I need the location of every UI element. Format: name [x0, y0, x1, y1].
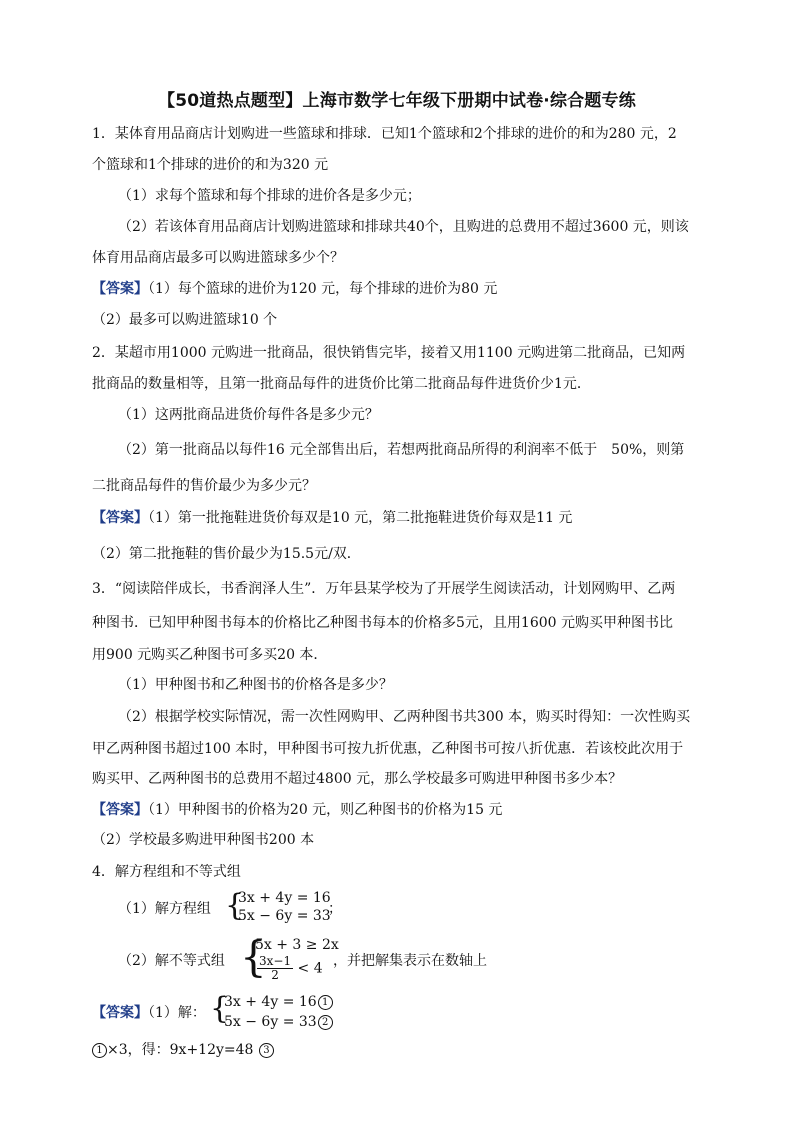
- answer-tag: 【答案】: [92, 802, 148, 818]
- answer-eq2: 5x − 6y = 33 2: [224, 1014, 333, 1030]
- q2-part1: （1）这两批商品进货价每件各是多少元？: [118, 407, 379, 423]
- answer-tag: 【答案】: [92, 1005, 148, 1021]
- q3-answer-line1: [92, 800, 502, 820]
- system1-eq2: 5x − 6y = 33: [238, 908, 331, 924]
- answer-tag: 【答案】: [92, 281, 148, 297]
- system2-eq2: $\frac{3x-1}{2}$ < 4: [259, 954, 323, 982]
- q4-part1-label: （1）解方程组: [118, 901, 211, 917]
- q3-stem-line2: 种图书．已知甲种图书每本的价格比乙种图书每本的价格多5元，且用1600 元购买甲种图书比: [92, 615, 673, 631]
- q4-stem: 4．解方程组和不等式组: [92, 864, 241, 880]
- q1-answer-line1: [92, 279, 497, 299]
- fraction: $\frac{3x-1}{2}$: [259, 954, 292, 982]
- circled-number-1: 1: [92, 1043, 107, 1058]
- answer-system-brace: {: [210, 991, 230, 1026]
- system-brace-1: {: [225, 888, 245, 923]
- circled-number-1: 1: [318, 995, 333, 1010]
- q4-step-line: 1 ×3，得：9x+12y=48 3: [92, 1040, 274, 1060]
- q4-part1-end: ；: [328, 901, 342, 917]
- q2-part2-line2: 二批商品每件的售价最少为多少元？: [92, 478, 316, 494]
- q3-part2-line1: （2）根据学校实际情况，需一次性网购甲、乙两种图书共300 本，购买时得知：一次性购买: [118, 709, 691, 725]
- system-brace-2: {: [240, 932, 267, 981]
- q1-part2-line2: 体育用品商店最多可以购进篮球多少个？: [92, 250, 344, 266]
- q2-answer-line1: [92, 508, 572, 528]
- q1-stem-line1: 1．某体育用品商店计划购进一些篮球和排球．已知1个篮球和2个排球的进价的和为280 元，2: [92, 126, 677, 142]
- q1-part1: （1）求每个篮球和每个排球的进价各是多少元；: [118, 188, 421, 204]
- q4-answer1: （1）解：: [148, 1005, 206, 1021]
- q3-answer1: （1）甲种图书的价格为20 元，则乙种图书的价格为15 元: [148, 802, 503, 818]
- q2-answer2: （2）第二批拖鞋的售价最少为15.5元/双．: [92, 546, 361, 562]
- q2-stem-line1: 2．某超市用1000 元购进一批商品，很快销售完毕，接着又用1100 元购进第二批商品，已知两: [92, 345, 686, 361]
- q1-stem-line2: 个篮球和1个排球的进价的和为320 元: [92, 157, 329, 173]
- answer-eq1: 3x + 4y = 16 1: [224, 994, 333, 1010]
- q1-answer2: （2）最多可以购进篮球10 个: [92, 312, 278, 328]
- system2-eq1: 5x + 3 ≥ 2x: [255, 937, 339, 953]
- q4-part2-end: ，并把解集表示在数轴上: [333, 953, 487, 969]
- system1-eq1: 3x + 4y = 16: [238, 890, 331, 906]
- q4-part2-label: （2）解不等式组: [118, 953, 225, 969]
- answer-tag: 【答案】: [92, 510, 148, 526]
- q3-stem-line1: 3．“阅读陪伴成长，书香润泽人生”．万年县某学校为了开展学生阅读活动，计划网购甲、乙两: [92, 581, 676, 597]
- q3-answer2: （2）学校最多购进甲种图书200 本: [92, 832, 315, 848]
- circled-number-2: 2: [318, 1015, 333, 1030]
- page-title: 【50道热点题型】上海市数学七年级下册期中试卷·综合题专练: [158, 91, 636, 111]
- q2-answer1: （1）第一批拖鞋进货价每双是10 元，第二批拖鞋进货价每双是11 元: [148, 510, 573, 526]
- q3-stem-line3: 用900 元购买乙种图书可多买20 本．: [92, 647, 328, 663]
- q3-part2-line3: 购买甲、乙两种图书的总费用不超过4800 元，那么学校最多可购进甲种图书多少本？: [92, 771, 623, 787]
- q2-stem-line2: 批商品的数量相等，且第一批商品每件的进货价比第二批商品每件进货价少1元．: [92, 376, 591, 392]
- q3-part1: （1）甲种图书和乙种图书的价格各是多少？: [118, 677, 393, 693]
- q3-part2-line2: 甲乙两种图书超过100 本时，甲种图书可按九折优惠，乙种图书可按八折优惠．若该校此次用于: [92, 741, 684, 757]
- q4-answer-line1: [92, 1003, 206, 1023]
- q2-part2-line1: （2）第一批商品以每件16 元全部售出后，若想两批商品所得的利润率不低于 50%，则第: [118, 442, 685, 458]
- q1-part2-line1: （2）若该体育用品商店计划购进篮球和排球共40个，且购进的总费用不超过3600 元，则该: [118, 219, 689, 235]
- circled-number-3: 3: [259, 1043, 274, 1058]
- q1-answer1: （1）每个篮球的进价为120 元，每个排球的进价为80 元: [148, 281, 498, 297]
